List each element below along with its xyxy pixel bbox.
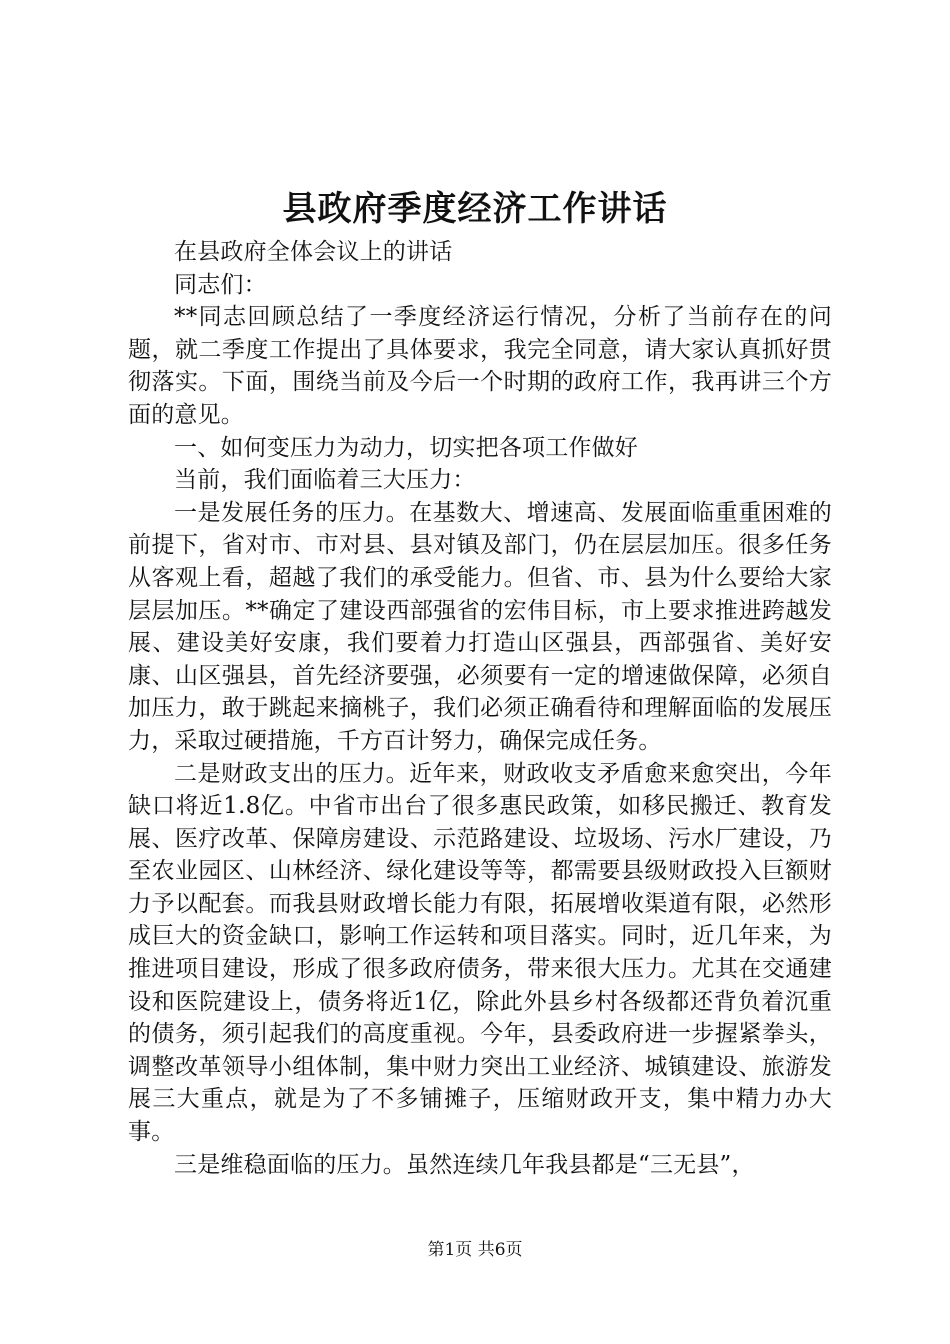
body-paragraph: 当前，我们面临着三大压力：: [174, 467, 476, 494]
body-paragraph: 一是发展任务的压力。在基数大、增速高、发展面临重重困难的前提下，省对市、市对县、县对镇及部门，仍在层层加压。很多任务从客观上看，超越了我们的承受能力。但省、市、县为什么要给大家层层加压。**确定了建设西部强省的宏伟目标，市上要求推进跨越发展、建设美好安康，我们要着力打造山区强县，西部强省、美好安康、山区强县，首先经济要强，必须要有一定的增速做保障，必须自加压力，敢于跳起来摘桃子，我们必须正确看待和理解面临的发展压力，采取过硬措施，千方百计努力，确保完成任务。: [128, 499, 832, 754]
document-title: 县政府季度经济工作讲话: [282, 189, 668, 229]
salutation: 同志们：: [174, 271, 267, 298]
speech-occasion: 在县政府全体会议上的讲话: [174, 239, 453, 265]
page-footer: 第1页 共6页: [427, 1240, 523, 1260]
body-paragraph: 三是维稳面临的压力。虽然连续几年我县都是“三无县”，: [174, 1151, 755, 1178]
document-body: [128, 236, 832, 1181]
body-paragraph: **同志回顾总结了一季度经济运行情况，分析了当前存在的问题，就二季度工作提出了具体要求，我完全同意，请大家认真抓好贯彻落实。下面，围绕当前及今后一个时期的政府工作，我再讲三个方面的意见。: [128, 304, 832, 428]
section-heading: 一、如何变压力为动力，切实把各项工作做好: [174, 434, 638, 461]
body-paragraph: 二是财政支出的压力。近年来，财政收支矛盾愈来愈突出，今年缺口将近1.8亿。中省市出台了很多惠民政策，如移民搬迁、教育发展、医疗改革、保障房建设、示范路建设、垃圾场、污水厂建设，乃至农业园区、山林经济、绿化建设等等，都需要县级财政投入巨额财力予以配套。而我县财政增长能力有限，拓展增收渠道有限，必然形成巨大的资金缺口，影响工作运转和项目落实。同时，近几年来，为推进项目建设，形成了很多政府债务，带来很大压力。尤其在交通建设和医院建设上，债务将近1亿，除此外县乡村各级都还背负着沉重的债务，须引起我们的高度重视。今年，县委政府进一步握紧拳头，调整改革领导小组体制，集中财力突出工业经济、城镇建设、旅游发展三大重点，就是为了不多铺摊子，压缩财政开支，集中精力办大事。: [128, 760, 832, 1146]
